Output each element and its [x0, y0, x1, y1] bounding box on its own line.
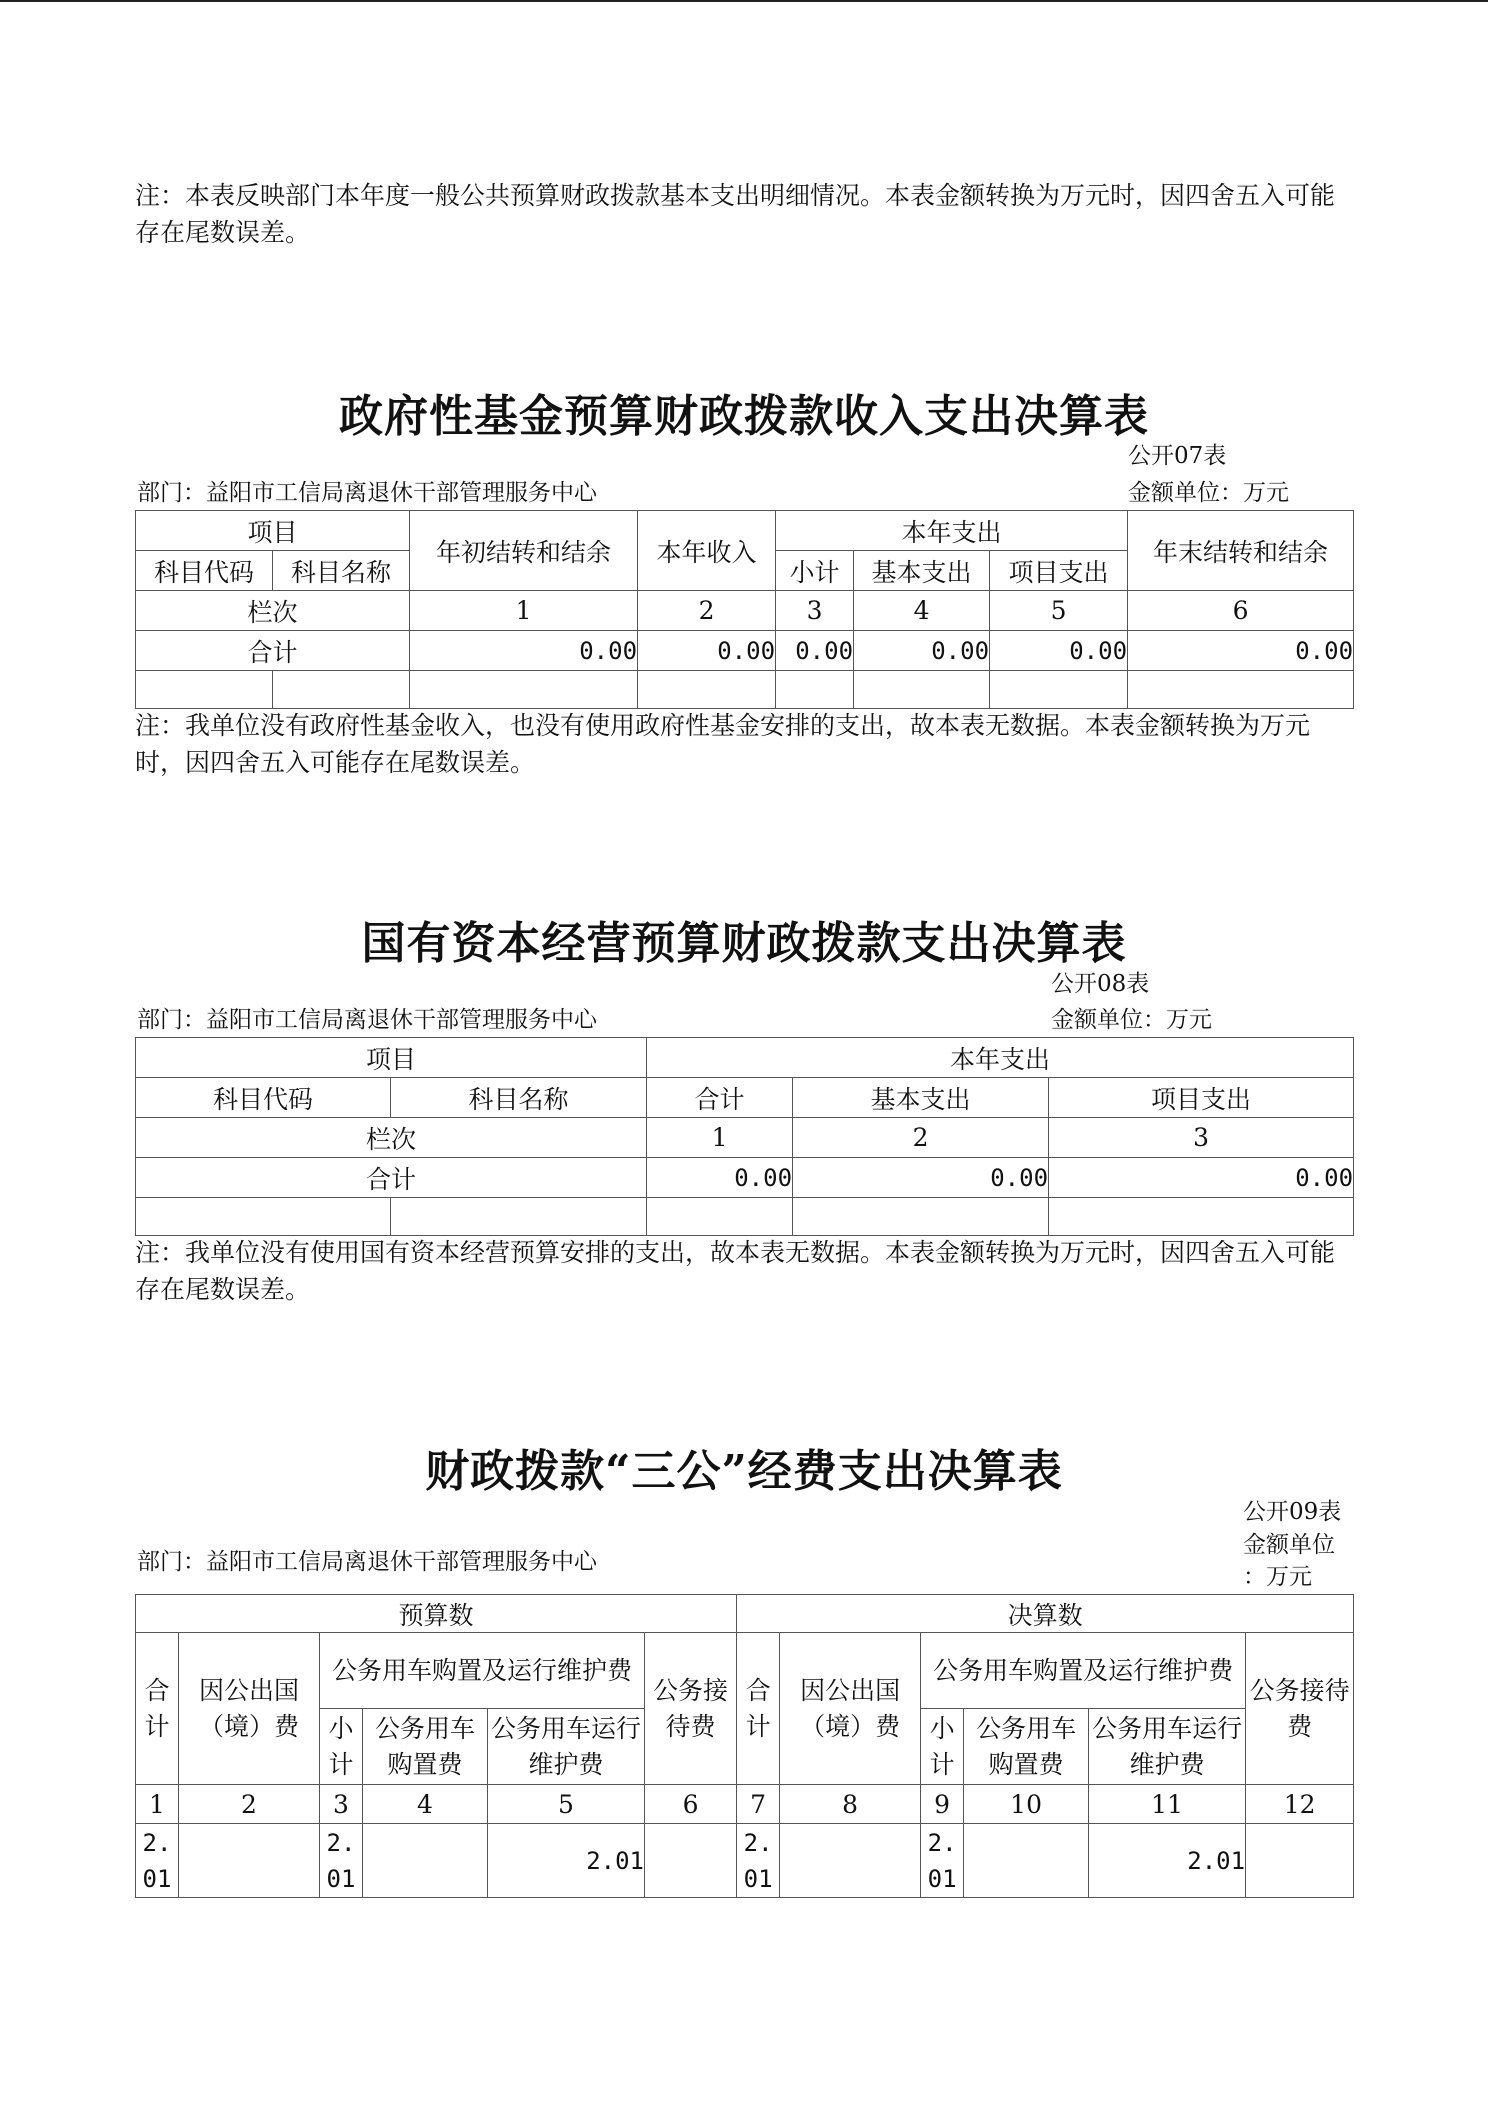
table08-code: 公开08表: [1051, 971, 1150, 997]
table08-total-value: 0.00: [793, 1158, 1049, 1198]
table09-actual-car-purchase: [964, 1824, 1089, 1898]
table07-empty-row: [136, 671, 1354, 709]
table09-column-number-row: [136, 1785, 1354, 1824]
table09-col-number: 1: [136, 1785, 179, 1824]
table07-unit: 金额单位：万元: [1128, 480, 1289, 506]
table08-column-label: 栏次: [136, 1118, 647, 1158]
table07-total-value: 0.00: [854, 631, 990, 671]
table08-note: 注：我单位没有使用国有资本经营预算安排的支出，故本表无数据。本表金额转换为万元时，因四舍五入可能存在尾数误差。: [135, 1238, 1336, 1304]
table09-budget-header-car-purchase: 公务用车购置费: [363, 1709, 488, 1785]
table07-header-project: 项目支出: [990, 551, 1128, 591]
table09-actual-header-reception: 公务接待费: [1246, 1633, 1354, 1785]
table07-header-subject-code: 科目代码: [136, 551, 273, 591]
table08-title: 国有资本经营预算财政拨款支出决算表: [361, 918, 1127, 969]
table09-department: 部门：益阳市工信局离退休干部管理服务中心: [137, 1549, 597, 1575]
table09-unit-line1: 金额单位: [1243, 1532, 1335, 1558]
table09-actual-total: 2.01: [737, 1824, 780, 1898]
table08-total-value: 0.00: [1049, 1158, 1354, 1198]
table08-col-number: 3: [1049, 1118, 1354, 1158]
table09-actual-header-abroad: 因公出国（境）费: [780, 1633, 921, 1785]
table09-actual-abroad: [780, 1824, 921, 1898]
table09-col-number: 11: [1089, 1785, 1246, 1824]
table09-col-number: 8: [780, 1785, 921, 1824]
table09-budget-header-abroad: 因公出国（境）费: [179, 1633, 320, 1785]
table07-header-expense: 本年支出: [776, 511, 1128, 551]
table08-header-total: 合计: [647, 1078, 793, 1118]
table09-unit-line2: ：万元: [1243, 1564, 1312, 1590]
table09-budget-total: 2.01: [136, 1824, 179, 1898]
table09-col-number: 7: [737, 1785, 780, 1824]
table08-department: 部门：益阳市工信局离退休干部管理服务中心: [137, 1007, 597, 1033]
table09-budget-header-reception: 公务接待费: [645, 1633, 737, 1785]
table08-header-subject-name: 科目名称: [391, 1078, 647, 1118]
table09-col-number: 9: [921, 1785, 964, 1824]
table09-budget-header-total: 合计: [136, 1633, 179, 1785]
table07-header-begin-balance: 年初结转和结余: [410, 511, 638, 591]
table07-header-subtotal: 小计: [776, 551, 854, 591]
table09-header-actual: 决算数: [737, 1595, 1354, 1633]
table09-col-number: 5: [488, 1785, 645, 1824]
table07-header-item: 项目: [136, 511, 410, 551]
table09-budget-header-car-maintenance: 公务用车运行维护费: [488, 1709, 645, 1785]
table09-budget-car-maintenance: 2.01: [488, 1824, 645, 1898]
table09-budget-reception: [645, 1824, 737, 1898]
table07-title: 政府性基金预算财政拨款收入支出决算表: [339, 391, 1149, 442]
table09-code: 公开09表: [1243, 1499, 1342, 1525]
table07-col-number: 1: [410, 591, 638, 631]
table08-header-expense: 本年支出: [647, 1038, 1354, 1078]
table08-col-number: 1: [647, 1118, 793, 1158]
table09-budget-header-subtotal: 小计: [320, 1709, 363, 1785]
table07-header-basic: 基本支出: [854, 551, 990, 591]
top-note: 注：本表反映部门本年度一般公共预算财政拨款基本支出明细情况。本表金额转换为万元时，因四舍五入可能存在尾数误差。: [135, 181, 1336, 247]
table09-col-number: 4: [363, 1785, 488, 1824]
table08-col-number: 2: [793, 1118, 1049, 1158]
table07-total-row: [136, 631, 1354, 671]
table09-actual-reception: [1246, 1824, 1354, 1898]
table07-col-number: 3: [776, 591, 854, 631]
table08-header-project: 项目支出: [1049, 1078, 1354, 1118]
page-top-border: [0, 0, 1488, 2]
table09-col-number: 2: [179, 1785, 320, 1824]
table09-actual-header-car-purchase: 公务用车购置费: [964, 1709, 1089, 1785]
table08-column-number-row: [136, 1118, 1354, 1158]
table09-col-number: 6: [645, 1785, 737, 1824]
table09-actual-header-car-maintenance: 公务用车运行维护费: [1089, 1709, 1246, 1785]
table07-header-end-balance: 年末结转和结余: [1128, 511, 1354, 591]
table07-total-value: 0.00: [776, 631, 854, 671]
table09-col-number: 10: [964, 1785, 1089, 1824]
table08-header-item: 项目: [136, 1038, 647, 1078]
table08: [135, 1037, 1354, 1236]
table07-department: 部门：益阳市工信局离退休干部管理服务中心: [137, 480, 597, 506]
table09-value-row: [136, 1824, 1354, 1898]
table07-col-number: 6: [1128, 591, 1354, 631]
table09-budget-car-purchase: [363, 1824, 488, 1898]
table08-unit: 金额单位：万元: [1051, 1007, 1212, 1033]
table09-actual-header-total: 合计: [737, 1633, 780, 1785]
table08-empty-row: [136, 1198, 1354, 1236]
table09-header-budget: 预算数: [136, 1595, 737, 1633]
table07-header-income: 本年收入: [638, 511, 776, 591]
table08-header-subject-code: 科目代码: [136, 1078, 391, 1118]
table09-actual-header-subtotal: 小计: [921, 1709, 964, 1785]
table08-total-row: [136, 1158, 1354, 1198]
table07-total-label: 合计: [136, 631, 410, 671]
table07-header-subject-name: 科目名称: [273, 551, 410, 591]
table09-actual-header-car: 公务用车购置及运行维护费: [921, 1633, 1246, 1709]
table09: [135, 1594, 1354, 1898]
table08-total-label: 合计: [136, 1158, 647, 1198]
table07-column-number-row: [136, 591, 1354, 631]
table07-total-value: 0.00: [410, 631, 638, 671]
table08-header-basic: 基本支出: [793, 1078, 1049, 1118]
table07-column-label: 栏次: [136, 591, 410, 631]
table07-total-value: 0.00: [638, 631, 776, 671]
table09-budget-header-car: 公务用车购置及运行维护费: [320, 1633, 645, 1709]
table09-actual-car-subtotal: 2.01: [921, 1824, 964, 1898]
table07-code: 公开07表: [1128, 443, 1227, 469]
table09-actual-car-maintenance: 2.01: [1089, 1824, 1246, 1898]
table08-total-value: 0.00: [647, 1158, 793, 1198]
table07-note: 注：我单位没有政府性基金收入，也没有使用政府性基金安排的支出，故本表无数据。本表金额转换为万元时，因四舍五入可能存在尾数误差。: [135, 711, 1311, 777]
table09-budget-car-subtotal: 2.01: [320, 1824, 363, 1898]
table09-title: 财政拨款“三公”经费支出决算表: [425, 1446, 1063, 1497]
table09-budget-abroad: [179, 1824, 320, 1898]
table07-col-number: 4: [854, 591, 990, 631]
table07: [135, 510, 1354, 709]
table07-col-number: 5: [990, 591, 1128, 631]
table09-col-number: 12: [1246, 1785, 1354, 1824]
table07-col-number: 2: [638, 591, 776, 631]
table07-total-value: 0.00: [1128, 631, 1354, 671]
table07-total-value: 0.00: [990, 631, 1128, 671]
table09-col-number: 3: [320, 1785, 363, 1824]
